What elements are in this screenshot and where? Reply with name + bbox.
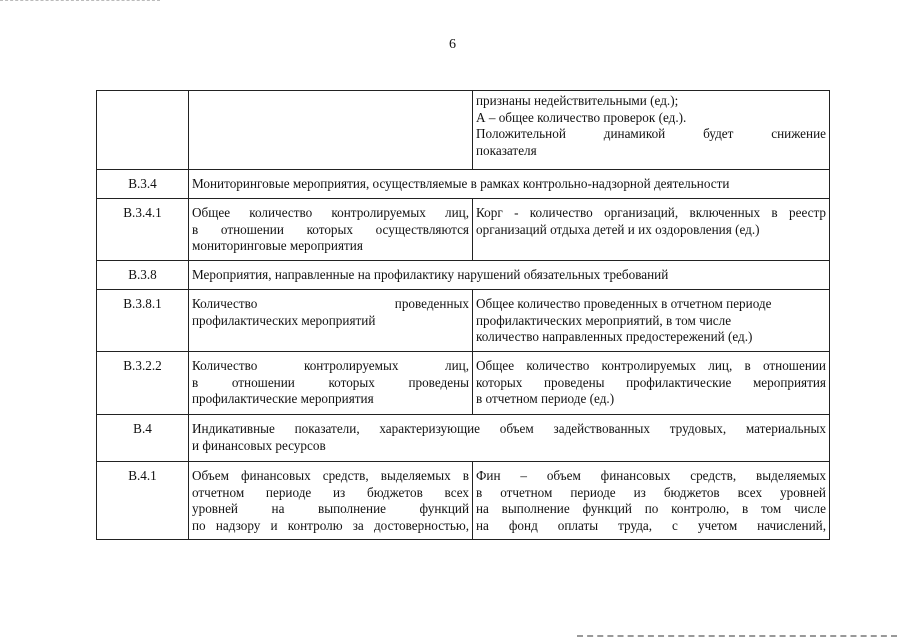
indicators-table: [96, 90, 830, 540]
cell-line: Положительной динамикой будет снижение: [476, 126, 826, 141]
cell-line: которых проведены профилактические мероприятия: [476, 374, 826, 390]
cell-line: на выполнение функций по контролю, в том числе: [476, 501, 826, 516]
table-row: [97, 352, 830, 415]
cell-line: Общее количество контролируемых лиц,: [192, 205, 469, 220]
cell-line: в отчетном периоде из бюджетов всех уровней: [476, 484, 826, 500]
table-row: [97, 290, 830, 352]
calculation-cell: [473, 352, 830, 415]
calculation-cell: [473, 199, 830, 261]
row-code: В.3.4.1: [97, 199, 189, 261]
indicator-name-cell: [189, 91, 473, 170]
cell-line: организаций отдыха детей и их оздоровления (ед.): [476, 221, 760, 237]
cell-line: Общее количество контролируемых лиц, в отношении: [476, 358, 826, 373]
cell-line: признаны недействительными (ед.);: [476, 93, 679, 108]
cell-line: в отношении которых проведены: [192, 374, 469, 390]
cell-line: профилактических мероприятий: [192, 312, 376, 328]
cell-line: отчетном периоде из бюджетов всех: [192, 484, 469, 500]
cell-line: Индикативные показатели, характеризующие объем задействованных трудовых, материальных: [192, 421, 826, 436]
cell-line: профилактические мероприятия: [192, 391, 374, 406]
cell-line: Фин – объем финансовых средств, выделяемых: [476, 468, 826, 483]
calculation-cell: [473, 462, 830, 540]
row-code: В.3.2.2: [97, 352, 189, 415]
section-title: Мероприятия, направленные на профилактику нарушений обязательных требований: [189, 261, 830, 290]
row-code: [97, 91, 189, 170]
indicator-name-cell: [189, 199, 473, 261]
row-code: В.3.8: [97, 261, 189, 290]
cell-line: в отчетном периоде (ед.): [476, 391, 615, 406]
indicator-name-cell: [189, 352, 473, 415]
cell-line: мониторинговые мероприятия: [192, 238, 363, 253]
cell-line: в отношении которых осуществляются: [192, 221, 469, 237]
calculation-cell: [473, 91, 830, 170]
table-row: [97, 415, 830, 462]
cell-line: на фонд оплаты труда, с учетом начислений,: [476, 517, 826, 533]
cell-line: Общее количество проведенных в отчетном периоде: [476, 296, 772, 311]
table-row: [97, 462, 830, 540]
table-row: [97, 91, 830, 170]
calculation-cell: [473, 290, 830, 352]
row-code: В.3.4: [97, 170, 189, 199]
cell-line: количество направленных предостережений (ед.): [476, 329, 753, 344]
table-row: [97, 261, 830, 290]
table-row: [97, 199, 830, 261]
row-code: В.4: [97, 415, 189, 462]
cell-line: А – общее количество проверок (ед.).: [476, 109, 687, 125]
row-code: В.3.8.1: [97, 290, 189, 352]
section-title: [189, 415, 830, 462]
scan-artifact-bottom: [577, 635, 897, 638]
cell-line: показателя: [476, 142, 537, 158]
indicator-name-cell: [189, 290, 473, 352]
cell-line: Количество проведенных: [192, 296, 469, 311]
section-title: Мониторинговые мероприятия, осуществляемые в рамках контрольно-надзорной деятельности: [189, 170, 830, 199]
cell-line: уровней на выполнение функций: [192, 501, 469, 516]
cell-line: Корг - количество организаций, включенных в реестр: [476, 205, 826, 220]
row-code: В.4.1: [97, 462, 189, 540]
scan-artifact-top: [0, 0, 160, 2]
table-row: [97, 170, 830, 199]
cell-line: Объем финансовых средств, выделяемых в: [192, 468, 469, 483]
page-number: 6: [449, 37, 456, 52]
cell-line: Количество контролируемых лиц,: [192, 358, 469, 373]
cell-line: профилактических мероприятий, в том числе: [476, 312, 732, 328]
indicator-name-cell: [189, 462, 473, 540]
cell-line: и финансовых ресурсов: [192, 437, 326, 453]
cell-line: по надзору и контролю за достоверностью,: [192, 517, 469, 533]
